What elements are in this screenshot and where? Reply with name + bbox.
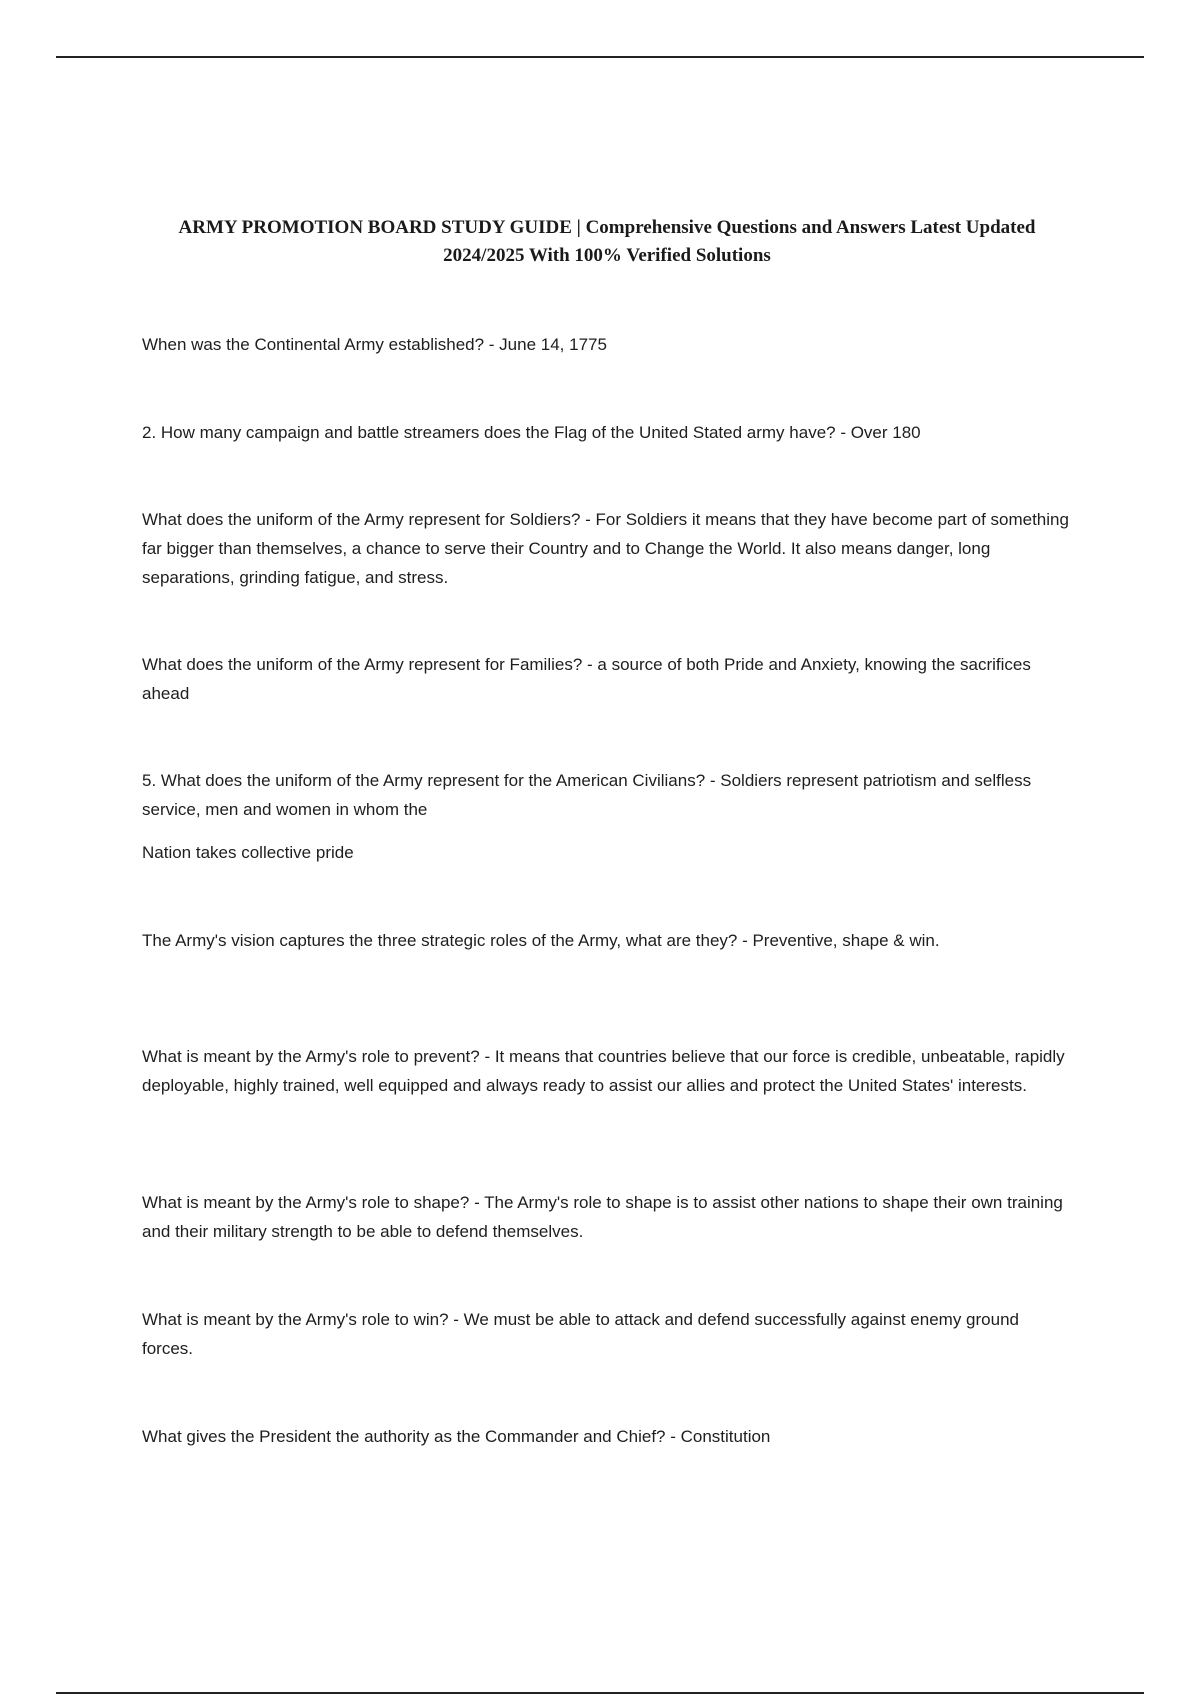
qa-paragraph-5: 5. What does the uniform of the Army represent for the American Civilians? - Soldiers represent patriotism and selfless service, men and women in whom the <box>142 771 1032 819</box>
document-title: ARMY PROMOTION BOARD STUDY GUIDE | Comprehensive Questions and Answers Latest Updated 2024/2025 With 100% Verified Solutions <box>178 217 1036 266</box>
qa-paragraph-3: What does the uniform of the Army represent for Soldiers? - For Soldiers it means that they have become part of something far bigger than themselves, a chance to serve their Country and to Change the World. It also means danger, long separations, grinding fatigue, and stress. <box>142 510 1069 587</box>
bottom-rule <box>56 1692 1144 1694</box>
qa-paragraph-6: The Army's vision captures the three strategic roles of the Army, what are they? - Preventive, shape & win. <box>142 931 940 950</box>
qa-paragraph-2: 2. How many campaign and battle streamers does the Flag of the United Stated army have? - Over 180 <box>142 423 921 442</box>
qa-paragraph-8: What is meant by the Army's role to shape? - The Army's role to shape is to assist other nations to shape their own training and their military strength to be able to defend themselves. <box>142 1193 1063 1241</box>
qa-paragraph-5-continued: Nation takes collective pride <box>142 843 354 862</box>
qa-paragraph-10: What gives the President the authority as the Commander and Chief? - Constitution <box>142 1427 771 1446</box>
qa-paragraph-7: What is meant by the Army's role to prevent? - It means that countries believe that our force is credible, unbeatable, rapidly deployable, highly trained, well equipped and always ready to assist our allies and protect the United States' interests. <box>142 1047 1065 1095</box>
qa-paragraph-1: When was the Continental Army established? - June 14, 1775 <box>142 335 607 354</box>
qa-paragraph-9: What is meant by the Army's role to win? - We must be able to attack and defend successfully against enemy ground forces. <box>142 1310 1019 1358</box>
qa-paragraph-4: What does the uniform of the Army represent for Families? - a source of both Pride and Anxiety, knowing the sacrifices ahead <box>142 655 1031 703</box>
top-rule <box>56 56 1144 58</box>
